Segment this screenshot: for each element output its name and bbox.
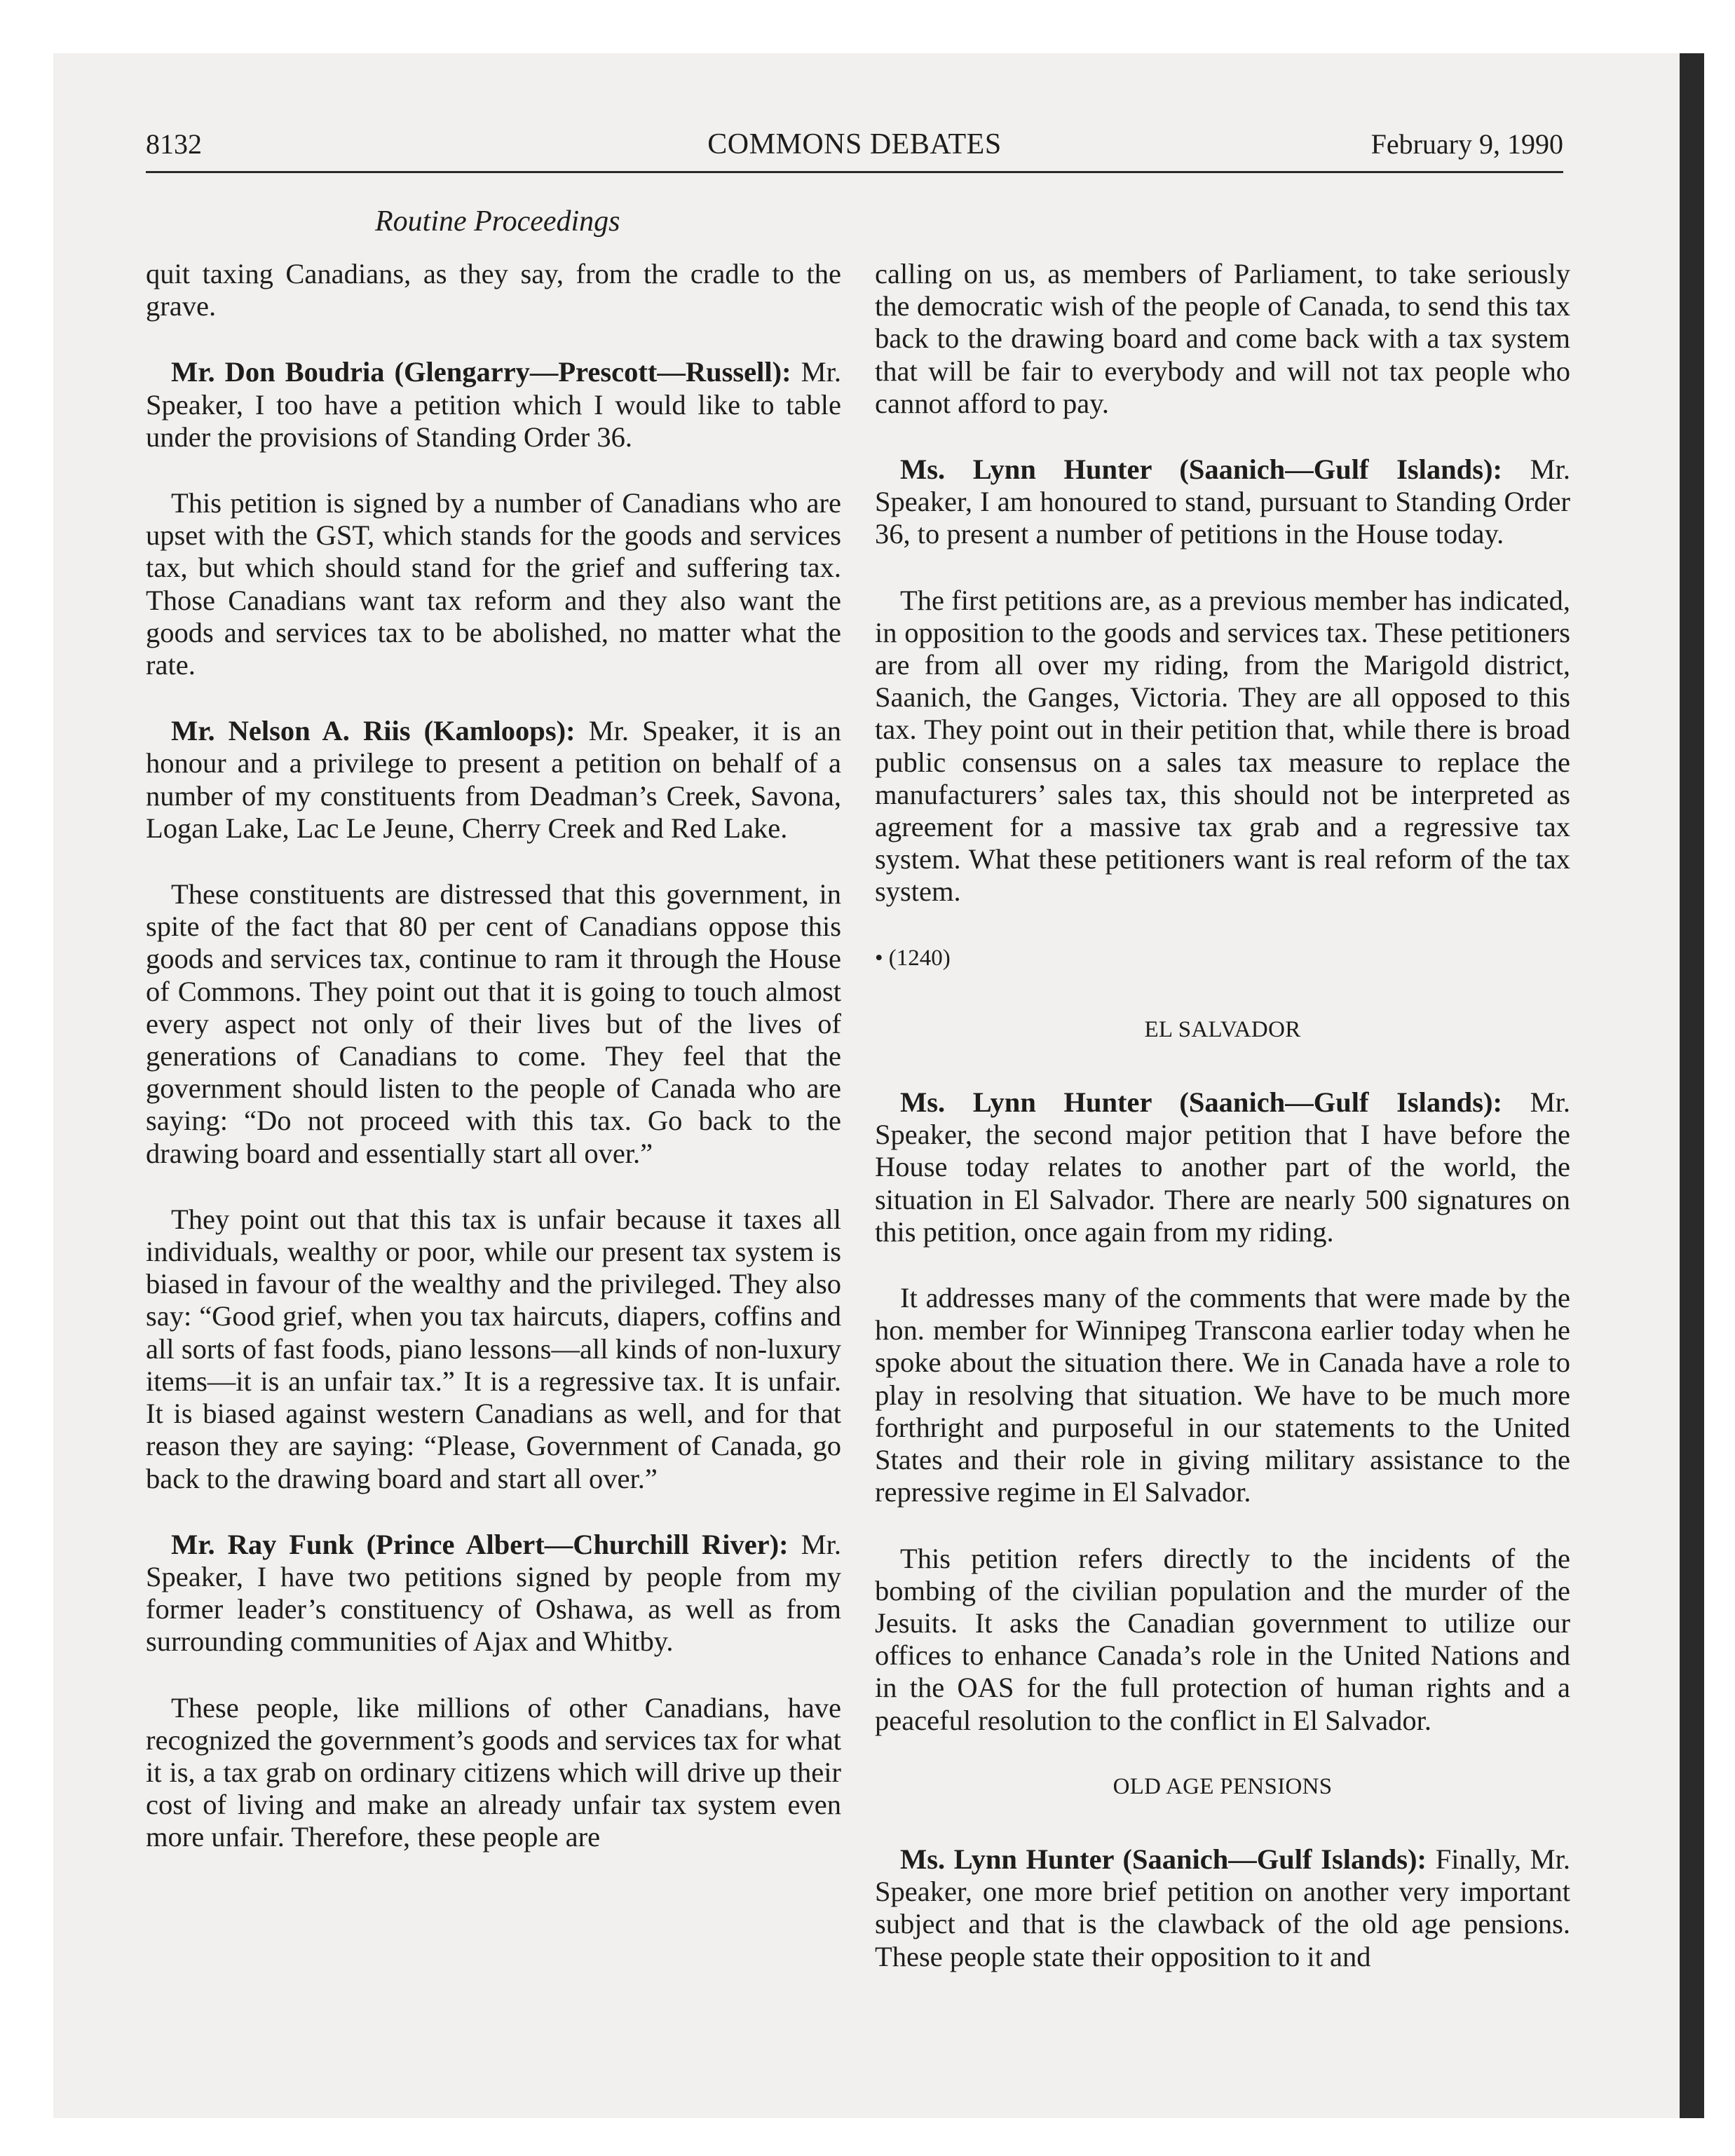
- speaker-name: Ms. Lynn Hunter (Saanich—Gulf Islands):: [900, 1086, 1502, 1119]
- paragraph: The first petitions are, as a previous member has indicated, in opposition to the goods and services tax. These petitioners are from all over my riding, from the Marigold district, Saanich, the Ganges, Victoria. They are all opposed to this tax. They point out in their petition that, while there is broad public consensus on a sales tax measure to replace the manufacturers’ sales tax, this should not be interpreted as agreement for a massive tax grab and a regressive tax system. What these petitioners want is real reform of the tax system.: [875, 584, 1570, 908]
- speech-text: Mr. Speaker, I too have a petition which I would like to table under the provisions of Standing Order 36.: [146, 356, 842, 453]
- speaker-paragraph: [875, 453, 1570, 551]
- speech-text: Mr. Speaker, I am honoured to stand, pursuant to Standing Order 36, to present a number of petitions in the House today.: [875, 453, 1571, 550]
- speaker-name: Mr. Don Boudria (Glengarry—Prescott—Russell):: [171, 356, 791, 388]
- paragraph: These people, like millions of other Canadians, have recognized the government’s goods and services tax for what it is, a tax grab on ordinary citizens which will drive up their cost of living and make an already unfair tax system even more unfair. Therefore, these people are: [146, 1691, 841, 1853]
- page-header: [146, 128, 1563, 170]
- speaker-paragraph: [875, 1086, 1570, 1248]
- scan-border-left: [0, 0, 53, 2156]
- page-date: February 9, 1990: [1370, 128, 1563, 160]
- section-label: Routine Proceedings: [375, 205, 620, 238]
- left-column: [146, 258, 841, 1854]
- speaker-name: Ms. Lynn Hunter (Saanich—Gulf Islands):: [900, 453, 1502, 486]
- right-column: [875, 258, 1570, 1973]
- speaker-name: Ms. Lynn Hunter (Saanich—Gulf Islands):: [900, 1843, 1427, 1875]
- speech-text: Mr. Speaker, the second major petition that I have before the House today relates to another part of the world, the situation in El Salvador. There are nearly 500 signatures on this petition, once again from my riding.: [875, 1086, 1571, 1248]
- speech-text: Mr. Speaker, I have two petitions signed by people from my former leader’s constituency of Oshawa, as well as from surrounding communities of Ajax and Whitby.: [146, 1528, 841, 1658]
- binding-spine-shadow: [1680, 53, 1704, 2118]
- header-rule: [146, 171, 1563, 173]
- speech-text: Mr. Speaker, it is an honour and a privilege to present a petition on behalf of a number of my constituents from Deadman’s Creek, Savona, Logan Lake, Lac Le Jeune, Cherry Creek and Red Lake.: [146, 715, 842, 844]
- paragraph: It addresses many of the comments that were made by the hon. member for Winnipeg Transcona earlier today when he spoke about the situation there. We in Canada have a role to play in resolving that situation. We have to be much more forthright and purposeful in our statements to the United States and their role in giving military assistance to the repressive regime in El Salvador.: [875, 1282, 1570, 1508]
- time-marker: • (1240): [875, 945, 951, 971]
- paragraph: This petition refers directly to the incidents of the bombing of the civilian population and the murder of the Jesuits. It asks the Canadian government to utilize our offices to enhance Canada’s role in the United Nations and in the OAS for the full protection of human rights and a peaceful resolution to the conflict in El Salvador.: [875, 1542, 1570, 1736]
- speech-text: Finally, Mr. Speaker, one more brief petition on another very important subject and that is the clawback of the old age pensions. These people state their opposition to it and: [875, 1843, 1571, 1972]
- section-heading-old-age-pensions: OLD AGE PENSIONS: [1113, 1773, 1333, 1799]
- paragraph: They point out that this tax is unfair because it taxes all individuals, wealthy or poor, while our present tax system is biased in favour of the wealthy and the privileged. They also say: “Good grief, when you tax haircuts, diapers, coffins and all sorts of fast foods, piano lessons—all kinds of non-luxury items—it is an unfair tax.” It is a regressive tax. It is unfair. It is biased against western Canadians as well, and for that reason they are saying: “Please, Government of Canada, go back to the drawing board and start all over.”: [146, 1203, 841, 1494]
- speaker-paragraph: [875, 1843, 1570, 1973]
- paragraph: quit taxing Canadians, as they say, from the cradle to the grave.: [146, 258, 841, 322]
- speaker-name: Mr. Nelson A. Riis (Kamloops):: [171, 715, 576, 747]
- scan-border-right: [1704, 0, 1735, 2156]
- paragraph: These constituents are distressed that this government, in spite of the fact that 80 per cent of Canadians oppose this goods and services tax, continue to ram it through the House of Commons. They point out that it is going to touch almost every aspect not only of their lives but of the lives of generations of Canadians to come. They feel that the government should listen to the people of Canada who are saying: “Do not proceed with this tax. Go back to the drawing board and essentially start all over.”: [146, 878, 841, 1169]
- section-heading-el-salvador: EL SALVADOR: [1144, 1016, 1301, 1042]
- scan-border-bottom: [0, 2118, 1735, 2156]
- speaker-paragraph: [146, 1529, 841, 1658]
- paragraph: This petition is signed by a number of Canadians who are upset with the GST, which stands for the goods and services tax, but which should stand for the grief and suffering tax. Those Canadians want tax reform and they also want the goods and services tax to be abolished, no matter what the rate.: [146, 487, 841, 681]
- speaker-paragraph: [146, 715, 841, 845]
- paragraph: calling on us, as members of Parliament, to take seriously the democratic wish of the people of Canada, to send this tax back to the drawing board and come back with a tax system that will be fair to everybody and will not tax people who cannot afford to pay.: [875, 258, 1570, 419]
- speaker-paragraph: [146, 356, 841, 453]
- publication-title: COMMONS DEBATES: [707, 128, 1002, 161]
- page-number: 8132: [146, 128, 202, 160]
- scan-border-top: [0, 0, 1735, 53]
- speaker-name: Mr. Ray Funk (Prince Albert—Churchill River):: [171, 1528, 789, 1560]
